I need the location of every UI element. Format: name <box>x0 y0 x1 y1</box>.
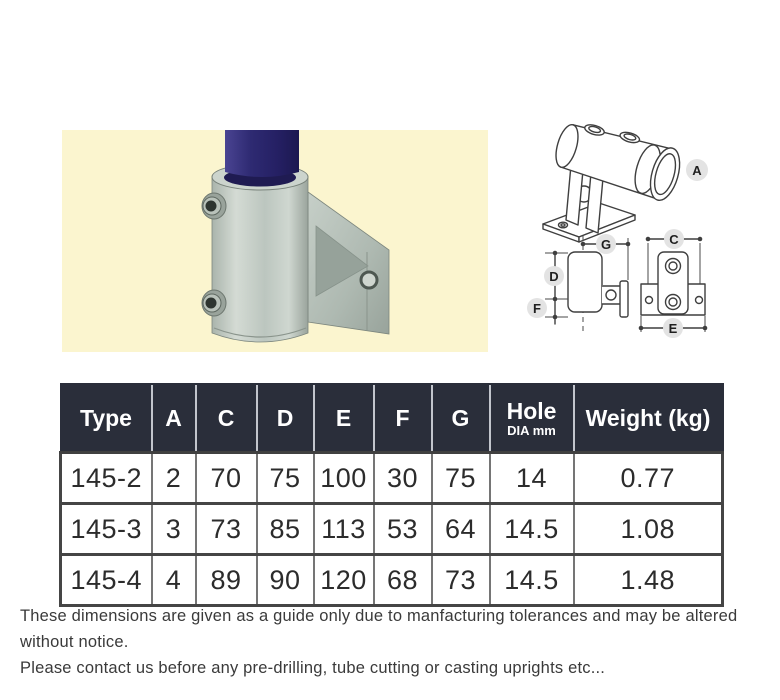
front-view <box>639 229 708 338</box>
cell-e: 100 <box>314 453 374 504</box>
cell-weight: 1.08 <box>574 504 723 555</box>
cell-weight: 0.77 <box>574 453 723 504</box>
cell-g: 75 <box>432 453 490 504</box>
product-photo <box>62 130 488 352</box>
table-row <box>61 453 723 504</box>
table-header-row <box>61 384 723 453</box>
column-header-hole <box>490 384 574 453</box>
cell-c: 73 <box>196 504 257 555</box>
cell-d: 75 <box>257 453 314 504</box>
set-screw-top <box>202 193 226 219</box>
technical-diagram <box>525 88 775 348</box>
isometric-view <box>543 115 708 242</box>
table-row <box>61 504 723 555</box>
column-header-weight: Weight (kg) <box>574 384 723 453</box>
column-header-e: E <box>314 384 374 453</box>
cell-type: 145-2 <box>61 453 152 504</box>
blue-tube <box>225 130 299 177</box>
cell-hole: 14.5 <box>490 555 574 606</box>
cell-d: 85 <box>257 504 314 555</box>
dim-label-g: G <box>600 237 612 252</box>
cell-hole: 14.5 <box>490 504 574 555</box>
set-screw-bottom <box>202 290 226 316</box>
side-view <box>527 234 630 334</box>
dim-label-a: A <box>692 163 702 178</box>
cell-type: 145-4 <box>61 555 152 606</box>
cell-type: 145-3 <box>61 504 152 555</box>
cell-a: 4 <box>152 555 196 606</box>
hole-unit-label: DIA mm <box>507 422 556 438</box>
dim-label-f: F <box>533 301 541 316</box>
cell-e: 120 <box>314 555 374 606</box>
hole-label: Hole <box>506 397 557 424</box>
technical-diagram-svg <box>525 88 775 348</box>
cell-g: 73 <box>432 555 490 606</box>
flange-hole <box>361 272 377 288</box>
fitting-sleeve <box>212 164 308 342</box>
dimensions-table <box>59 383 724 607</box>
column-header-f: F <box>374 384 432 453</box>
cell-g: 64 <box>432 504 490 555</box>
cell-c: 89 <box>196 555 257 606</box>
table-row <box>61 555 723 606</box>
column-header-c: C <box>196 384 257 453</box>
cell-weight: 1.48 <box>574 555 723 606</box>
cell-hole: 14 <box>490 453 574 504</box>
cell-a: 3 <box>152 504 196 555</box>
cell-d: 90 <box>257 555 314 606</box>
disclaimer-line-1: These dimensions are given as a guide only due to manfacturing tolerances and may be altered without notice. <box>20 607 738 651</box>
cell-a: 2 <box>152 453 196 504</box>
cell-e: 113 <box>314 504 374 555</box>
disclaimer-note <box>20 603 770 681</box>
dim-label-d: D <box>549 269 559 284</box>
dim-label-e: E <box>668 321 678 336</box>
cell-f: 68 <box>374 555 432 606</box>
column-header-a: A <box>152 384 196 453</box>
column-header-type: Type <box>61 384 152 453</box>
column-header-d: D <box>257 384 314 453</box>
dim-label-c: C <box>669 232 679 247</box>
cell-f: 53 <box>374 504 432 555</box>
cell-f: 30 <box>374 453 432 504</box>
column-header-g: G <box>432 384 490 453</box>
disclaimer-line-2: Please contact us before any pre-drilling, tube cutting or casting uprights etc... <box>20 659 606 677</box>
product-photo-svg <box>62 130 488 352</box>
cell-c: 70 <box>196 453 257 504</box>
